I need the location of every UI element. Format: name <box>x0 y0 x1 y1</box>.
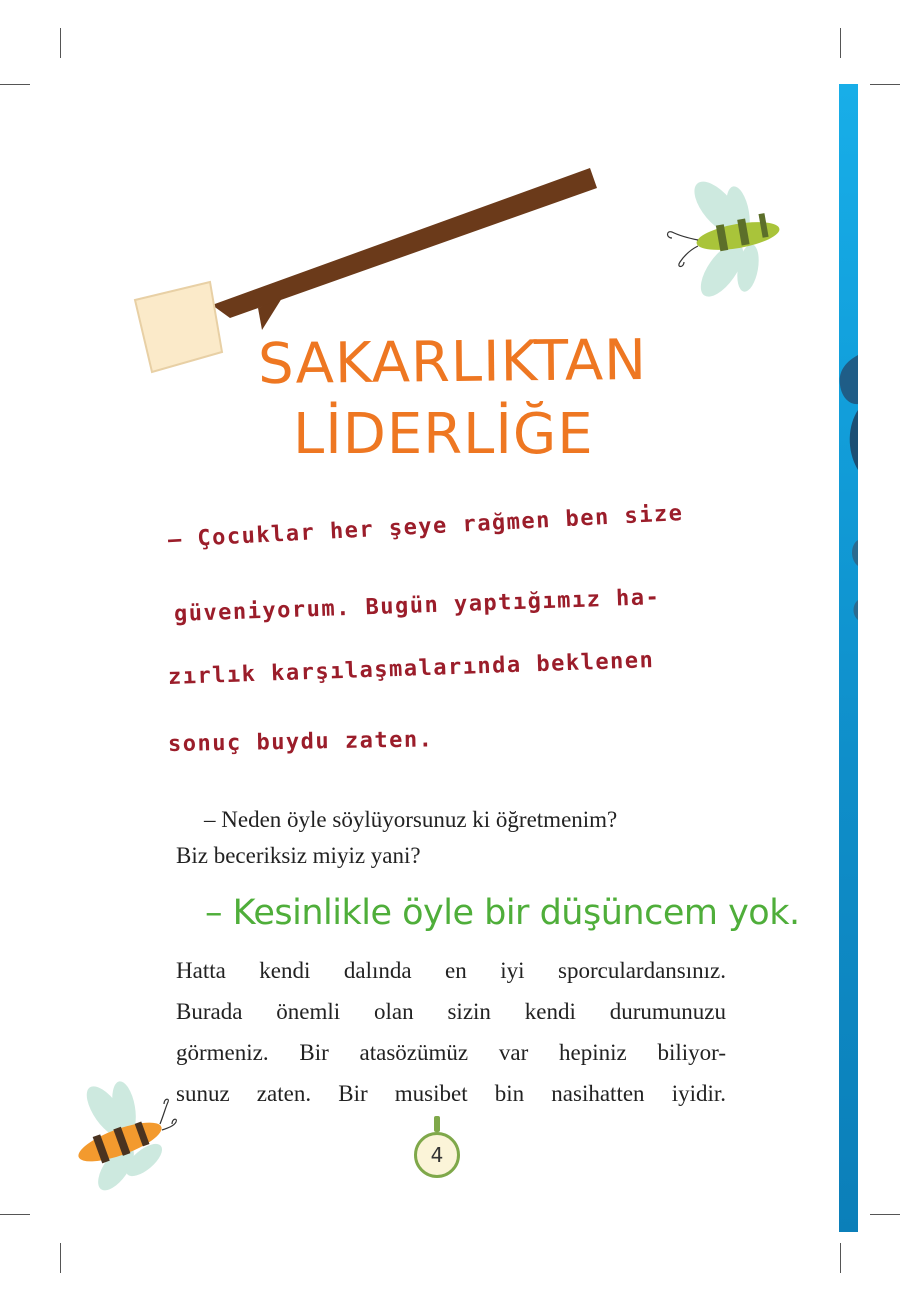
title-line-2: LİDERLİĞE <box>293 402 594 467</box>
paragraph-line-1: Hatta kendi dalında en iyi sporculardansınız. <box>176 958 726 983</box>
page-title <box>257 327 678 470</box>
paragraph-line-3: görmeniz. Bir atasözümüz var hepiniz biliyor- <box>176 1040 726 1065</box>
dialog-line-2: Biz beceriksiz miyiz yani? <box>176 843 421 868</box>
dialog-line-1: – Neden öyle söylüyorsunuz ki öğretmenim? <box>204 807 618 832</box>
paragraph-line-2: Burada önemli olan sizin kendi durumunuzu <box>176 999 726 1024</box>
dialog-paragraph <box>176 802 726 874</box>
side-bar-shapes <box>840 355 858 620</box>
emphasis-line: – Kesinlikle öyle bir düşüncem yok. <box>205 893 800 933</box>
body-paragraph <box>176 950 726 1114</box>
page-number: 4 <box>414 1132 460 1178</box>
quote-line-1: – Çocuklar her şeye rağmen ben size <box>167 501 685 553</box>
green-bee-icon <box>668 174 782 304</box>
title-line-1: SAKARLIKTAN <box>257 327 648 397</box>
page-number-tab <box>434 1116 440 1132</box>
quote-line-2: güveniyorum. Bugün yaptığımız ha- <box>173 585 661 627</box>
paragraph-line-4: sunuz zaten. Bir musibet bin nasihatten iyidir. <box>176 1081 726 1106</box>
quote-line-3: zırlık karşılaşmalarında beklenen <box>167 648 655 690</box>
quote-line-4: sonuç buydu zaten. <box>167 727 434 757</box>
orange-bee-icon <box>74 1080 176 1197</box>
